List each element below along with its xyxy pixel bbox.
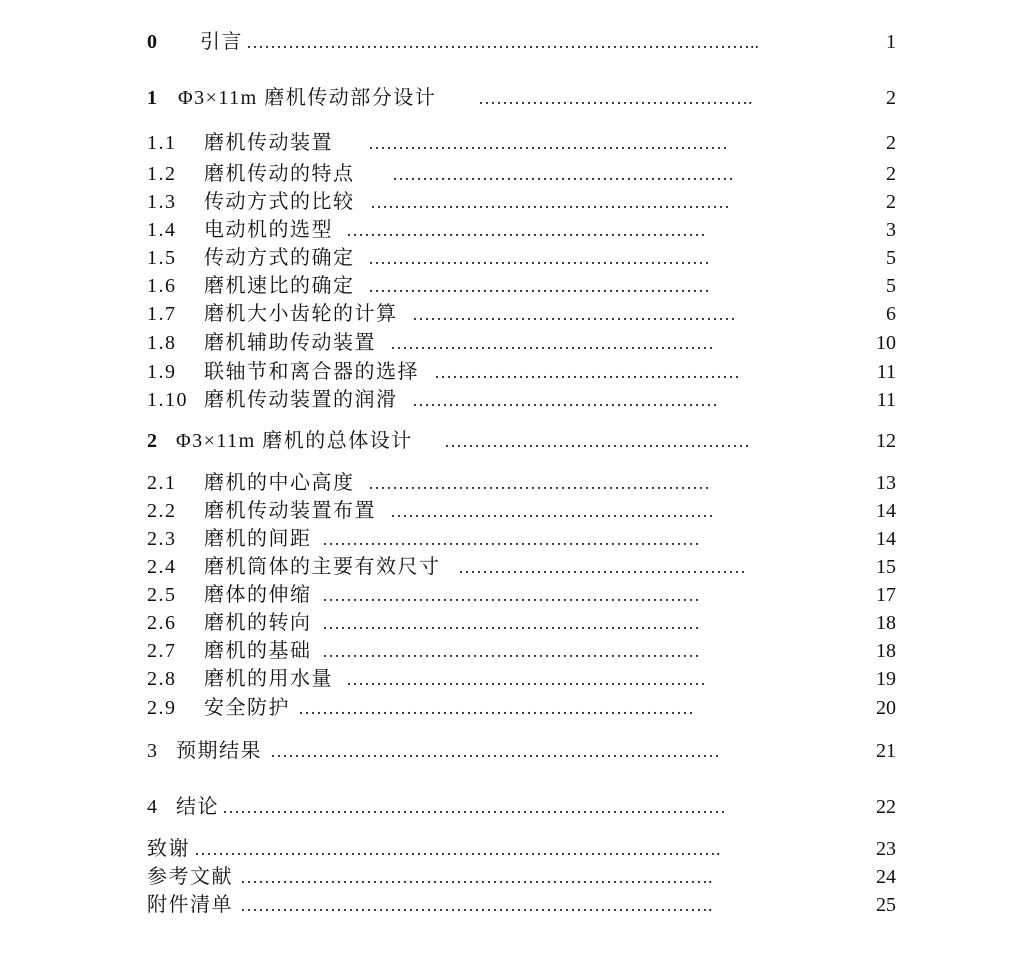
toc-page-number: 19 — [876, 668, 896, 690]
toc-page-number: 17 — [876, 584, 896, 606]
toc-page-number: 6 — [886, 303, 896, 325]
toc-title: 磨机传动装置 — [204, 132, 333, 154]
toc-page-number: 12 — [876, 430, 896, 452]
toc-leader-dots: ……………………………………………… — [390, 333, 714, 353]
toc-leader-dots: ……………………………………………… — [390, 501, 714, 521]
toc-leader-dots: ………………………………………………………… — [298, 698, 694, 718]
toc-leader-dots: ………………………………………………………………… — [270, 741, 720, 761]
toc-page-number: 2 — [886, 132, 896, 154]
toc-number: 1 — [147, 87, 159, 109]
toc-page-number: 23 — [876, 838, 896, 860]
toc-title: 磨机大小齿轮的计算 — [204, 303, 398, 325]
toc-title: Φ3×11m 磨机的总体设计 — [176, 430, 413, 452]
toc-title: 附件清单 — [147, 894, 233, 916]
toc-title: 磨机的用水量 — [204, 668, 333, 690]
toc-leader-dots: ……………………………………………………… — [322, 585, 700, 605]
toc-leader-dots: ……………………………………………………… — [322, 613, 700, 633]
toc-number: 3 — [147, 740, 159, 762]
toc-number: 1.5 — [147, 247, 177, 269]
toc-number: 1.9 — [147, 361, 177, 383]
toc-leader-dots: ……………………………………………………… — [322, 529, 700, 549]
toc-title: 磨机的基础 — [204, 640, 312, 662]
toc-page-number: 5 — [886, 247, 896, 269]
toc-page-number: 13 — [876, 472, 896, 494]
toc-page-number: 2 — [886, 191, 896, 213]
toc-leader-dots: ………………………………………………… — [392, 164, 734, 184]
toc-number: 1.6 — [147, 275, 177, 297]
toc-page-number: 1 — [886, 31, 896, 53]
toc-leader-dots: …………………………………………… — [434, 362, 740, 382]
toc-title: 磨机速比的确定 — [204, 275, 355, 297]
toc-title: Φ3×11m 磨机传动部分设计 — [178, 87, 437, 109]
toc-number: 1.10 — [147, 389, 188, 411]
toc-leader-dots: ……………………………………………………………………………. — [194, 839, 721, 859]
toc-title: 磨机传动的特点 — [204, 163, 355, 185]
toc-title: 安全防护 — [204, 697, 290, 719]
toc-title: 磨机筒体的主要有效尺寸 — [204, 556, 441, 578]
toc-page-number: 14 — [876, 500, 896, 522]
toc-page-number: 5 — [886, 275, 896, 297]
toc-leader-dots: ………………………………………………… — [368, 473, 710, 493]
toc-number: 2.5 — [147, 584, 177, 606]
toc-number: 2 — [147, 430, 159, 452]
toc-title: 引言 — [200, 31, 243, 53]
toc-title: 磨机的转向 — [204, 612, 312, 634]
toc-title: 联轴节和离合器的选择 — [204, 361, 419, 383]
toc-title: 电动机的选型 — [204, 219, 333, 241]
toc-number: 1.4 — [147, 219, 177, 241]
toc-page-number: 2 — [886, 163, 896, 185]
toc-number: 1.1 — [147, 132, 177, 154]
toc-title: 磨机传动装置的润滑 — [204, 389, 398, 411]
toc-number: 1.8 — [147, 332, 177, 354]
toc-page-number: 10 — [876, 332, 896, 354]
toc-title: 磨机的间距 — [204, 528, 312, 550]
toc-page-number: 11 — [876, 361, 896, 383]
toc-number: 2.4 — [147, 556, 177, 578]
toc-leader-dots: ……………………………………………………………………. — [240, 895, 713, 915]
toc-page-number: 11 — [876, 389, 896, 411]
toc-leader-dots: …………………………………………… — [444, 431, 750, 451]
toc-title: 参考文献 — [147, 866, 233, 888]
toc-leader-dots: ……………………………………………………… — [322, 641, 700, 661]
toc-page-number: 3 — [886, 219, 896, 241]
toc-number: 2.2 — [147, 500, 177, 522]
toc-title: 磨机传动装置布置 — [204, 500, 376, 522]
toc-page-number: 24 — [876, 866, 896, 888]
toc-page-number: 18 — [876, 612, 896, 634]
toc-leader-dots: …………………………………………………… — [346, 220, 706, 240]
toc-page-number: 20 — [876, 697, 896, 719]
toc-leader-dots: ………………………………………………………………………… — [222, 797, 726, 817]
toc-page-number: 22 — [876, 796, 896, 818]
toc-page-number: 18 — [876, 640, 896, 662]
toc-leader-dots: ……………………………………………………………………. — [240, 867, 713, 887]
toc-title: 传动方式的确定 — [204, 247, 355, 269]
toc-page-number: 14 — [876, 528, 896, 550]
toc-title: 预期结果 — [176, 740, 262, 762]
toc-number: 2.1 — [147, 472, 177, 494]
toc-number: 2.3 — [147, 528, 177, 550]
toc-leader-dots: ………………………………………………… — [368, 248, 710, 268]
toc-page-number: 15 — [876, 556, 896, 578]
toc-leader-dots: ………………………………………… — [458, 557, 746, 577]
toc-number: 2.9 — [147, 697, 177, 719]
toc-leader-dots: …………………………………………………… — [346, 669, 706, 689]
toc-leader-dots: …………………………………………………… — [370, 192, 730, 212]
toc-title: 磨体的伸缩 — [204, 584, 312, 606]
toc-page-number: 21 — [876, 740, 896, 762]
toc-title: 磨机辅助传动装置 — [204, 332, 376, 354]
toc-page-number: 25 — [876, 894, 896, 916]
toc-title: 传动方式的比较 — [204, 191, 355, 213]
toc-leader-dots: …………………………………………… — [412, 390, 718, 410]
toc-number: 2.7 — [147, 640, 177, 662]
toc-title: 致谢 — [147, 838, 190, 860]
toc-number: 0 — [147, 31, 159, 53]
toc-number: 2.8 — [147, 668, 177, 690]
toc-leader-dots: ……………………………………………… — [412, 304, 736, 324]
toc-number: 4 — [147, 796, 159, 818]
toc-number: 1.2 — [147, 163, 177, 185]
toc-number: 1.3 — [147, 191, 177, 213]
toc-title: 磨机的中心高度 — [204, 472, 355, 494]
toc-leader-dots: …………………………………………………… — [368, 133, 728, 153]
toc-leader-dots: ………………………………………. — [478, 88, 753, 108]
toc-leader-dots: ………………………………………………………………………….. — [246, 32, 759, 52]
toc-number: 1.7 — [147, 303, 177, 325]
toc-number: 2.6 — [147, 612, 177, 634]
toc-title: 结论 — [176, 796, 219, 818]
toc-leader-dots: ………………………………………………… — [368, 276, 710, 296]
toc-page-number: 2 — [886, 87, 896, 109]
